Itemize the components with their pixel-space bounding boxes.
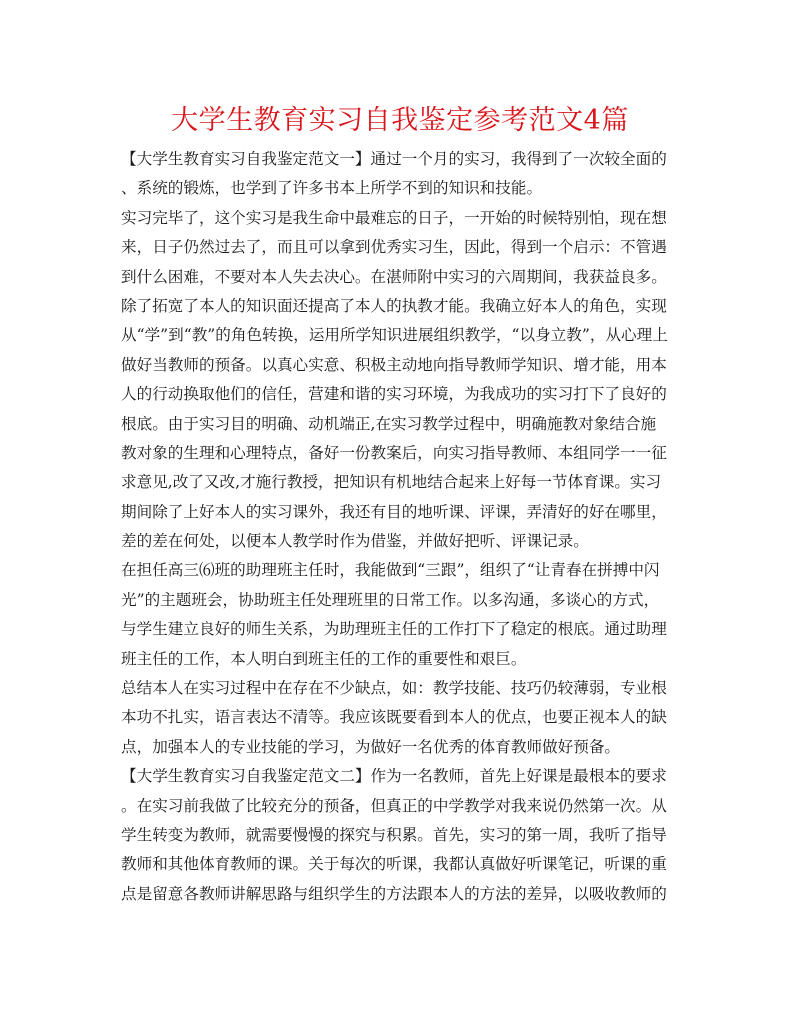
body-line: 光”的主题班会，协助班主任处理班里的日常工作。以多沟通，多谈心的方式， bbox=[121, 590, 660, 609]
body-line: 点是留意各教师讲解思路与组织学生的方法跟本人的方法的差异，以吸收教师的 bbox=[121, 884, 667, 903]
body-line: 做好当教师的预备。以真心实意、积极主动地向指导教师学知识、增才能，用本 bbox=[121, 355, 667, 374]
body-line: 到什么困难，不要对本人失去决心。在湛师附中实习的六周期间，我获益良多。 bbox=[121, 267, 667, 286]
body-line: 从“学”到“教”的角色转换，运用所学知识进展组织教学，“以身立教”，从心理上 bbox=[121, 326, 668, 345]
body-line: 求意见,改了又改,才施行教授，把知识有机地结合起来上好每一节体育课。实习 bbox=[121, 473, 662, 492]
body-line: 与学生建立良好的师生关系，为助理班主任的工作打下了稳定的根底。通过助理 bbox=[121, 620, 667, 639]
body-line: 【大学生教育实习自我鉴定范文二】作为一名教师，首先上好课是最根本的要求 bbox=[121, 767, 667, 786]
body-line: 教师和其他体育教师的课。关于每次的听课，我都认真做好听课笔记，听课的重 bbox=[121, 855, 667, 874]
body-line: 。在实习前我做了比较充分的预备，但真正的中学教学对我来说仍然第一次。从 bbox=[121, 796, 667, 815]
body-line: 【大学生教育实习自我鉴定范文一】通过一个月的实习，我得到了一次较全面的 bbox=[121, 150, 667, 168]
body-line: 本功不扎实，语言表达不清等。我应该既要看到本人的优点，也要正视本人的缺 bbox=[121, 708, 667, 727]
body-line: 点，加强本人的专业技能的学习，为做好一名优秀的体育教师做好预备。 bbox=[121, 737, 621, 756]
body-line: 人的行动换取他们的信任，营建和谐的实习环境，为我成功的实习打下了良好的 bbox=[121, 385, 667, 404]
body-line: 来，日子仍然过去了，而且可以拿到优秀实习生，因此，得到一个启示：不管遇 bbox=[121, 238, 667, 257]
body-line: 总结本人在实习过程中在存在不少缺点，如：教学技能、技巧仍较薄弱，专业根 bbox=[121, 679, 667, 698]
body-line: 学生转变为教师，就需要慢慢的探究与积累。首先，实习的第一周，我听了指导 bbox=[121, 825, 667, 844]
body-line: 教对象的生理和心理特点，备好一份教案后，向实习指导教师、本组同学一一征 bbox=[121, 443, 667, 462]
body-line: 根底。由于实习目的明确、动机端正,在实习教学过程中，明确施教对象结合施 bbox=[121, 414, 657, 433]
body-line: 班主任的工作，本人明白到班主任的工作的重要性和艰巨。 bbox=[121, 649, 527, 668]
document-body bbox=[121, 145, 681, 909]
body-line: 期间除了上好本人的实习课外，我还有目的地听课、评课，弄清好的好在哪里， bbox=[121, 502, 667, 521]
body-line: 、系统的锻炼，也学到了许多书本上所学不到的知识和技能。 bbox=[121, 179, 543, 198]
body-line: 实习完毕了，这个实习是我生命中最难忘的日子，一开始的时候特别怕，现在想 bbox=[121, 208, 667, 227]
document-title: 大学生教育实习自我鉴定参考范文4篇 bbox=[171, 105, 629, 136]
body-line: 在担任高三⑹班的助理班主任时，我能做到“三跟”，组织了“让青春在拼搏中闪 bbox=[121, 561, 660, 580]
body-line: 除了拓宽了本人的知识面还提高了本人的执教才能。我确立好本人的角色，实现 bbox=[121, 296, 667, 315]
body-line: 差的差在何处，以便本人教学时作为借鉴，并做好把听、评课记录。 bbox=[121, 532, 589, 551]
